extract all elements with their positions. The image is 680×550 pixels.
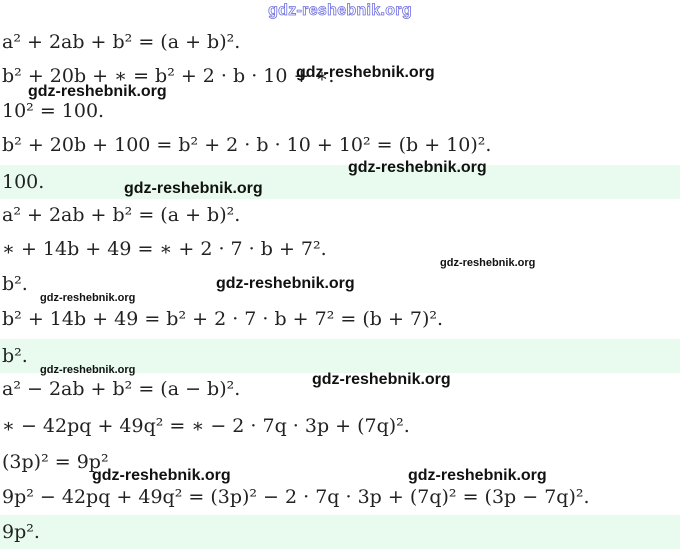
formula-line-5: a² + 2ab + b² = (a + b)². [2,204,241,226]
formula-line-11: (3p)² = 9p² [2,451,109,473]
watermark-text: gdz-reshebnik.org [216,275,355,292]
formula-line-6: ∗ + 14b + 49 = ∗ + 2 · 7 · b + 7². [2,238,327,260]
watermark-text: gdz-reshebnik.org [296,64,435,81]
formula-line-7: b². [2,273,28,295]
watermark-text: gdz-reshebnik.org [124,180,263,197]
watermark-text: gdz-reshebnik.org [92,467,231,484]
watermark-text: gdz-reshebnik.org [348,159,487,176]
formula-line-1: a² + 2ab + b² = (a + b)². [2,31,241,53]
formula-line-9: a² − 2ab + b² = (a − b)². [2,378,241,400]
answer-line-2: b². [0,339,680,373]
formula-line-10: ∗ − 42pq + 49q² = ∗ − 2 · 7q · 3p + (7q)². [2,415,410,437]
formula-line-4: b² + 20b + 100 = b² + 2 · b · 10 + 10² = (b + 10)². [2,134,492,156]
watermark-text: gdz-reshebnik.org [440,257,536,269]
formula-line-3: 10² = 100. [2,100,105,122]
watermark-text: gdz-reshebnik.org [312,371,451,388]
answer-line-1: 100. [0,165,680,199]
formula-line-12: 9p² − 42pq + 49q² = (3p)² − 2 · 7q · 3p + (7q)² = (3p − 7q)². [2,486,590,508]
answer-line-3: 9p². [0,515,680,549]
watermark-text: gdz-reshebnik.org [28,83,167,100]
header-watermark: gdz-reshebnik.org [268,2,412,19]
watermark-text: gdz-reshebnik.org [408,467,547,484]
formula-line-8: b² + 14b + 49 = b² + 2 · 7 · b + 7² = (b + 7)². [2,308,444,330]
watermark-text: gdz-reshebnik.org [40,292,136,304]
watermark-text: gdz-reshebnik.org [40,364,136,376]
formula-line-2: b² + 20b + ∗ = b² + 2 · b · 10 + ∗. [2,65,335,87]
